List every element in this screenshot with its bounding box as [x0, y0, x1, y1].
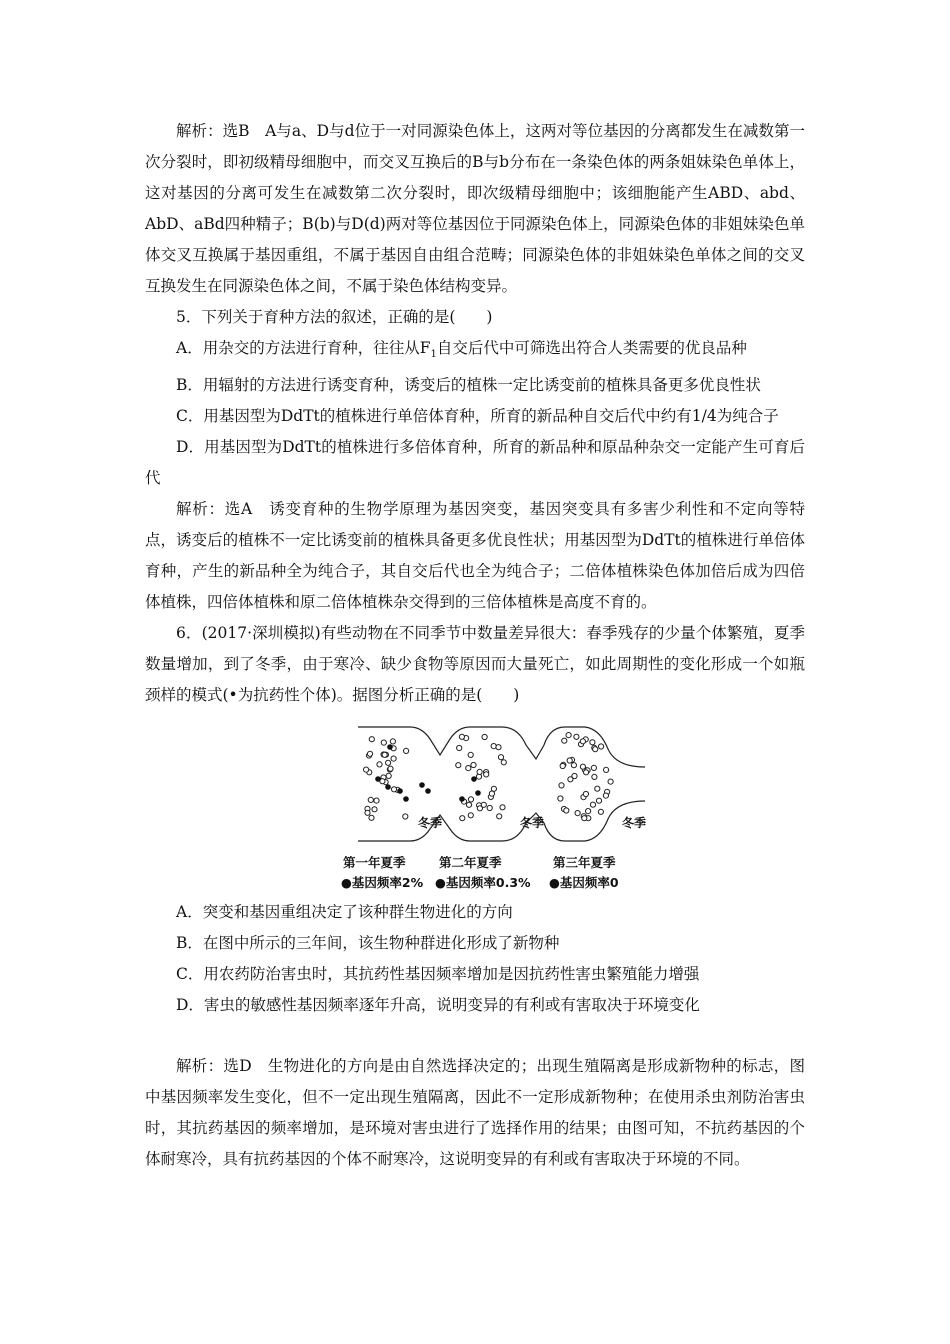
sensitive-individual — [595, 786, 600, 791]
year2-freq: ●基因频率0.3% — [435, 875, 531, 891]
sensitive-individual — [369, 737, 374, 742]
q4-analysis: 解析：选B A与a、D与d位于一对同源染色体上，这两对等位基因的分离都发生在减数第一次分裂时，即初级精母细胞中，而交叉互换后的B与b分布在一条染色体的两条姐妹染色单体上，这对基因的分离可发生在减数第二次分裂时，即次级精母细胞中；该细胞能产生ABD、abd、AbD、aBd四种精子；B(b)与D(d)两对等位基因位于同源染色体上，同源染色体的非姐妹染色单体交叉互换属于基因重组，不属于基因自由组合范畴；同源染色体的非姐妹染色单体之间的交叉互换发生在同源染色体之间，不属于染色体结构变异。 — [145, 122, 805, 295]
sensitive-individual — [591, 765, 596, 770]
sensitive-individual — [590, 802, 595, 807]
sensitive-individual — [586, 809, 591, 814]
sensitive-individual — [500, 805, 505, 810]
sensitive-individual — [477, 769, 482, 774]
q5-option-a-sub: 1 — [430, 349, 437, 361]
sensitive-individual — [404, 748, 409, 753]
sensitive-individual — [596, 798, 601, 803]
resistant-individual — [475, 790, 481, 796]
sensitive-individual — [466, 766, 471, 771]
q5-option-c: C．用基因型为DdTt的植株进行单倍体育种，所育的新品种自交后代中约有1/4为纯合子 — [176, 407, 779, 426]
sensitive-individual — [608, 779, 613, 784]
year2-label: 第二年夏季 — [439, 855, 502, 871]
sensitive-individual — [391, 756, 396, 761]
sensitive-individual — [374, 798, 379, 803]
q5-stem: 5．下列关于育种方法的叙述，正确的是( ) — [176, 308, 493, 326]
sensitive-individual — [497, 814, 502, 819]
sensitive-individual — [583, 791, 588, 796]
sensitive-individual — [386, 760, 391, 765]
sensitive-individual — [559, 783, 564, 788]
sensitive-individual — [598, 809, 603, 814]
sensitive-individual — [487, 805, 492, 810]
sensitive-individual — [377, 762, 382, 767]
resistant-individual — [419, 782, 425, 788]
sensitive-individual — [562, 738, 567, 743]
sensitive-individual — [568, 777, 573, 782]
sensitive-individual — [501, 760, 506, 765]
sensitive-individual — [567, 758, 572, 763]
sensitive-individual — [457, 745, 462, 750]
year1-freq: ●基因频率2% — [341, 875, 424, 891]
sensitive-individual — [388, 766, 393, 771]
sensitive-individual — [582, 816, 587, 821]
sensitive-individual — [564, 808, 569, 813]
year3-freq: ●基因频率0 — [549, 875, 619, 891]
sensitive-individual — [580, 764, 585, 769]
winter-label-3: 冬季 — [622, 816, 647, 831]
sensitive-individual — [381, 740, 386, 745]
sensitive-individual — [496, 745, 501, 750]
q6-option-b: B．在图中所示的三年间，该生物种群进化形成了新物种 — [176, 934, 560, 953]
document-page — [145, 116, 805, 1175]
sensitive-individual — [603, 793, 608, 798]
sensitive-individual — [466, 802, 471, 807]
sensitive-individual — [481, 802, 486, 807]
winter-label-2: 冬季 — [520, 816, 545, 831]
sensitive-individual — [468, 813, 473, 818]
resistant-individual — [375, 776, 381, 782]
resistant-individual — [403, 796, 409, 802]
resistant-individual — [387, 744, 393, 750]
sensitive-individual — [566, 733, 571, 738]
resistant-individual — [471, 776, 477, 782]
q6-analysis: 解析：选D 生物进化的方向是由自然选择决定的；出现生殖隔离是形成新物种的标志，图中基因频率发生变化，但不一定出现生殖隔离，因此不一定形成新物种；在使用杀虫剂防治害虫时，其抗药基因的频率增加，是环境对害虫进行了选择作用的结果；由图可知，不抗药基因的个体耐寒冷，具有抗药基因的个体不耐寒冷，这说明变异的有利或有害取决于环境的不同。 — [145, 1057, 805, 1169]
sensitive-individual — [391, 787, 396, 792]
resistant-individual — [459, 796, 465, 802]
bottleneck-diagram — [350, 719, 650, 849]
sensitive-individual — [482, 734, 487, 739]
sensitive-individual — [584, 770, 589, 775]
sensitive-individual — [560, 763, 565, 768]
q6-stem: 6．(2017·深圳模拟)有些动物在不同季节中数量差异很大：春季残存的少量个体繁殖，夏季数量增加，到了冬季，由于寒冷、缺少食物等原因而大量死亡，如此周期性的变化形成一个如瓶颈样的模式(•为抗药性个体)。据图分析正确的是( ) — [145, 624, 805, 705]
sensitive-individual — [368, 797, 373, 802]
sensitive-individual — [558, 796, 563, 801]
q5-option-d: D．用基因型为DdTt的植株进行多倍体育种，所育的新品种和原品种杂交一定能产生可育后代 — [145, 438, 805, 488]
sensitive-individual — [592, 774, 597, 779]
q5-option-a — [145, 333, 805, 370]
year1-label: 第一年夏季 — [343, 855, 406, 871]
q6-option-d: D．害虫的敏感性基因频率逐年升高，说明变异的有利或有害取决于环境变化 — [176, 996, 700, 1015]
sensitive-individual — [590, 740, 595, 745]
sensitive-individual — [460, 816, 465, 821]
sensitive-individual — [574, 734, 579, 739]
sensitive-individual — [390, 739, 395, 744]
q5-option-a-post: 自交后代中可筛选出符合人类需要的优良品种 — [436, 339, 747, 357]
sensitive-individual — [484, 772, 489, 777]
sensitive-individual — [468, 797, 473, 802]
sensitive-individual — [593, 747, 598, 752]
sensitive-individual — [498, 755, 503, 760]
sensitive-individual — [382, 752, 387, 757]
q6-option-c: C．用农药防治害虫时，其抗药性基因频率增加是因抗药性害虫繁殖能力增强 — [176, 965, 700, 984]
q5-option-b: B．用辐射的方法进行诱变育种，诱变后的植株一定比诱变前的植株具备更多优良性状 — [176, 376, 761, 395]
sensitive-individual — [604, 767, 609, 772]
sensitive-individual — [471, 762, 476, 767]
q5-analysis: 解析：选A 诱变育种的生物学原理为基因突变，基因突变具有多害少利性和不定向等特点，诱变后的植株不一定比诱变前的植株具备更多优良性状；用基因型为DdTt的植株进行单倍体育种，产生的新品种全为纯合子，其自交后代也全为纯合子；二倍体植株染色体加倍后成为四倍体植株，四倍体植株和原二倍体植株杂交得到的三倍体植株是高度不育的。 — [145, 500, 805, 612]
bottleneck-figure — [145, 719, 805, 891]
sensitive-individual — [459, 734, 464, 739]
sensitive-individual — [367, 751, 372, 756]
q6-option-a: A．突变和基因重组决定了该种群生物进化的方向 — [176, 903, 513, 922]
sensitive-individual — [365, 810, 370, 815]
year3-label: 第三年夏季 — [553, 855, 616, 871]
sensitive-individual — [372, 807, 377, 812]
sensitive-individual — [580, 739, 585, 744]
winter-label-1: 冬季 — [418, 816, 443, 831]
resistant-individual — [397, 788, 403, 794]
sensitive-individual — [403, 814, 408, 819]
sensitive-individual — [369, 815, 374, 820]
sensitive-individual — [575, 811, 580, 816]
sensitive-individual — [364, 767, 369, 772]
sensitive-individual — [571, 763, 576, 768]
sensitive-individual — [489, 791, 494, 796]
resistant-individual — [385, 784, 391, 790]
resistant-individual — [425, 788, 431, 794]
q5-option-a-pre: A．用杂交的方法进行育种，往往从F — [176, 339, 431, 357]
sensitive-individual — [599, 744, 604, 749]
sensitive-individual — [386, 773, 391, 778]
sensitive-individual — [468, 752, 473, 757]
sensitive-individual — [456, 763, 461, 768]
